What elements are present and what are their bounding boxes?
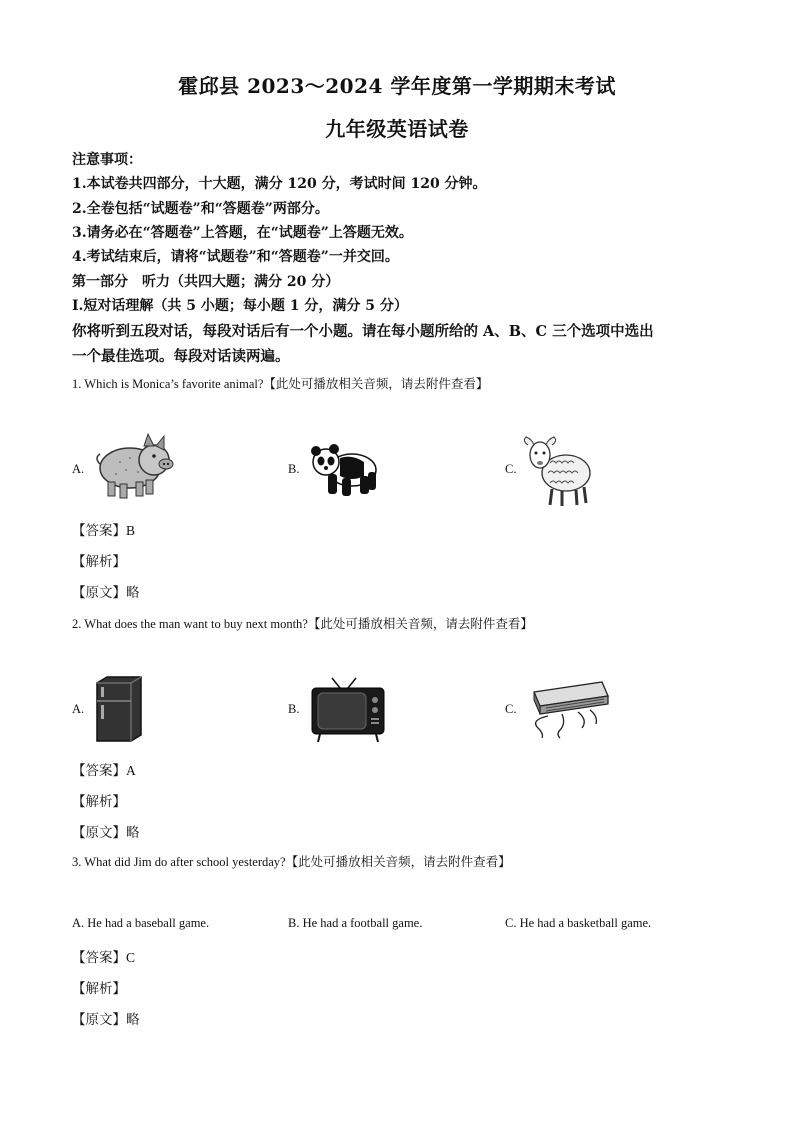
instructions-line-1: 你将听到五段对话，每段对话后有一个小题。请在每小题所给的 A、B、C 三个选项中选出	[72, 323, 654, 340]
fridge-icon	[93, 675, 145, 747]
transcript-label: 【原文】	[72, 585, 126, 601]
instructions-line-2: 一个最佳选项。每段对话读两遍。	[72, 348, 290, 365]
question-2-text: 2. What does the man want to buy next month?【此处可播放相关音频，请去附件查看】	[72, 617, 533, 631]
option-label: B.	[288, 916, 300, 930]
transcript-value: 略	[126, 1012, 140, 1028]
option-label: C.	[505, 916, 517, 930]
q3-analysis	[72, 977, 126, 997]
analysis-label: 【解析】	[72, 554, 126, 570]
option-text: He had a football game.	[302, 916, 423, 930]
analysis-label: 【解析】	[72, 981, 126, 997]
q2-analysis	[72, 790, 126, 810]
analysis-label: 【解析】	[72, 794, 126, 810]
note-item: 1.本试卷共四部分，十大题，满分 120 分，考试时间 120 分钟。	[72, 176, 487, 192]
q2-option-b-label: B.	[288, 702, 300, 716]
answer-label: 【答案】	[72, 763, 126, 779]
q1-analysis	[72, 550, 126, 570]
q3-option-a	[72, 916, 209, 931]
air-conditioner-icon	[524, 678, 610, 744]
q1-option-a-label: A.	[72, 462, 85, 476]
transcript-value: 略	[126, 585, 140, 601]
answer-label: 【答案】	[72, 950, 126, 966]
q2-option-a-label: A.	[72, 702, 85, 716]
q3-transcript	[72, 1008, 140, 1028]
note-item: 3.请务必在“答题卷”上答题，在“试题卷”上答题无效。	[72, 225, 413, 241]
option-text: He had a basketball game.	[519, 916, 652, 930]
answer-value: A	[126, 763, 136, 778]
part1-heading: 第一部分 听力（共四大题；满分 20 分）	[72, 274, 340, 290]
q3-option-b	[288, 916, 422, 931]
q1-answer	[72, 519, 135, 539]
transcript-label: 【原文】	[72, 1012, 126, 1028]
q1-transcript	[72, 581, 140, 601]
pig-icon	[90, 432, 176, 506]
question-3-text: 3. What did Jim do after school yesterday?【此处可播放相关音频，请去附件查看】	[72, 855, 511, 869]
sheep-icon	[522, 433, 596, 513]
answer-value: C	[126, 950, 136, 965]
q3-option-c	[505, 916, 651, 931]
note-item: 4.考试结束后，请将“试题卷”和“答题卷”一并交回。	[72, 249, 399, 265]
transcript-value: 略	[126, 825, 140, 841]
option-text: He had a baseball game.	[87, 916, 210, 930]
answer-label: 【答案】	[72, 523, 126, 539]
section1-heading: Ⅰ.短对话理解（共 5 小题；每小题 1 分，满分 5 分）	[72, 298, 408, 314]
notes-heading: 注意事项：	[72, 152, 142, 168]
note-item: 2.全卷包括“试题卷”和“答题卷”两部分。	[72, 201, 329, 217]
transcript-label: 【原文】	[72, 825, 126, 841]
q2-answer	[72, 759, 136, 779]
panda-icon	[304, 436, 384, 506]
question-1-text: 1. Which is Monica’s favorite animal?【此处可播放相关音频，请去附件查看】	[72, 377, 489, 391]
q2-transcript	[72, 821, 140, 841]
option-label: A.	[72, 916, 85, 930]
answer-value: B	[126, 523, 136, 538]
q2-option-c-label: C.	[505, 702, 517, 716]
tv-icon	[310, 676, 386, 748]
q3-answer	[72, 946, 135, 966]
q1-option-b-label: B.	[288, 462, 300, 476]
q1-option-c-label: C.	[505, 462, 517, 476]
exam-title: 霍邱县 2023～2024 学年度第一学期期末考试	[178, 74, 616, 98]
exam-subtitle: 九年级英语试卷	[325, 117, 469, 141]
